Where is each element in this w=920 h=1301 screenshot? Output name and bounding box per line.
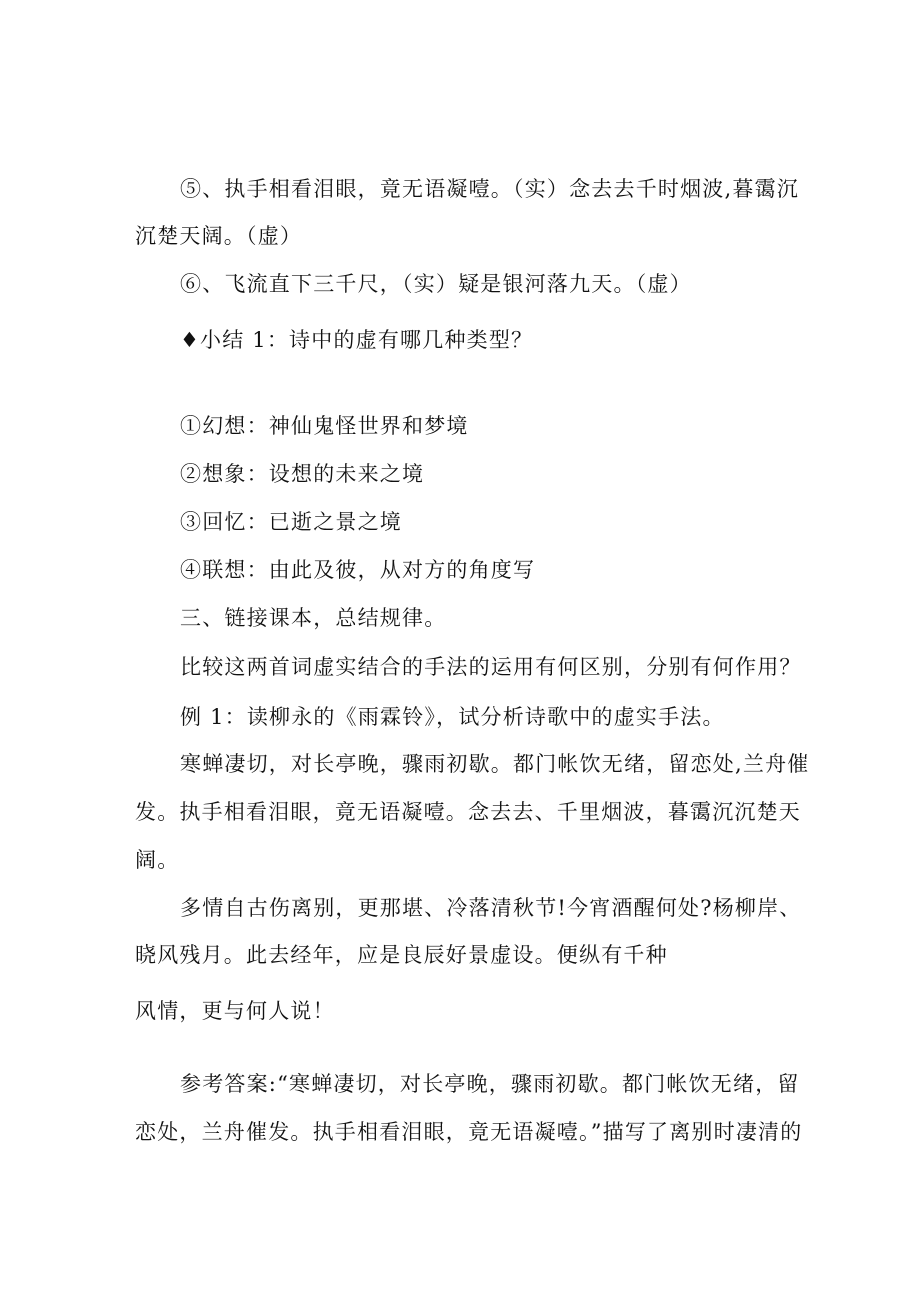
paragraph-line: ⑤、执手相看泪眼，竟无语凝噎。（实）念去去千时烟波,暮霭沉 [180,177,799,201]
answer-line: 恋处，兰舟催发。执手相看泪眼，竟无语凝噎。”描写了离别时凄清的 [135,1120,803,1144]
list-item: ④联想：由此及彼，从对方的角度写 [180,558,536,582]
section-heading: 三、链接课本，总结规律。 [180,606,447,630]
answer-line: 参考答案:“寒蝉凄切，对长亭晚，骤雨初歇。都门帐饮无绪，留 [180,1072,800,1096]
paragraph-line: ⑥、飞流直下三千尺，（实）疑是银河落九天。（虚） [180,272,692,296]
poem-line: 阔。 [135,848,180,872]
summary-heading: ♦小结 1：诗中的虚有哪几种类型？ [180,328,534,352]
paragraph-line: 沉楚天阔。（虚） [135,224,303,248]
list-item: ③回忆：已逝之景之境 [180,510,402,534]
poem-line: 发。执手相看泪眼，竟无语凝噎。念去去、千里烟波，暮霭沉沉楚天 [135,800,801,824]
list-item: ②想象：设想的未来之境 [180,462,425,486]
list-item: ①幻想：神仙鬼怪世界和梦境 [180,414,469,438]
poem-line: 寒蝉凄切，对长亭晚，骤雨初歇。都门帐饮无绪，留恋处,兰舟催 [180,752,810,776]
poem-line: 风情，更与何人说！ [135,999,335,1023]
example-heading: 例 1：读柳永的《雨霖铃》，试分析诗歌中的虚实手法。 [180,705,725,729]
paragraph-line: 比较这两首词虚实结合的手法的运用有何区别，分别有何作用？ [180,655,802,679]
poem-line: 多情自古伤离别，更那堪、冷落清秋节!今宵酒醒何处?杨柳岸、 [180,896,802,920]
poem-line: 晓风残月。此去经年，应是良辰好景虚设。便纵有千种 [135,943,668,967]
